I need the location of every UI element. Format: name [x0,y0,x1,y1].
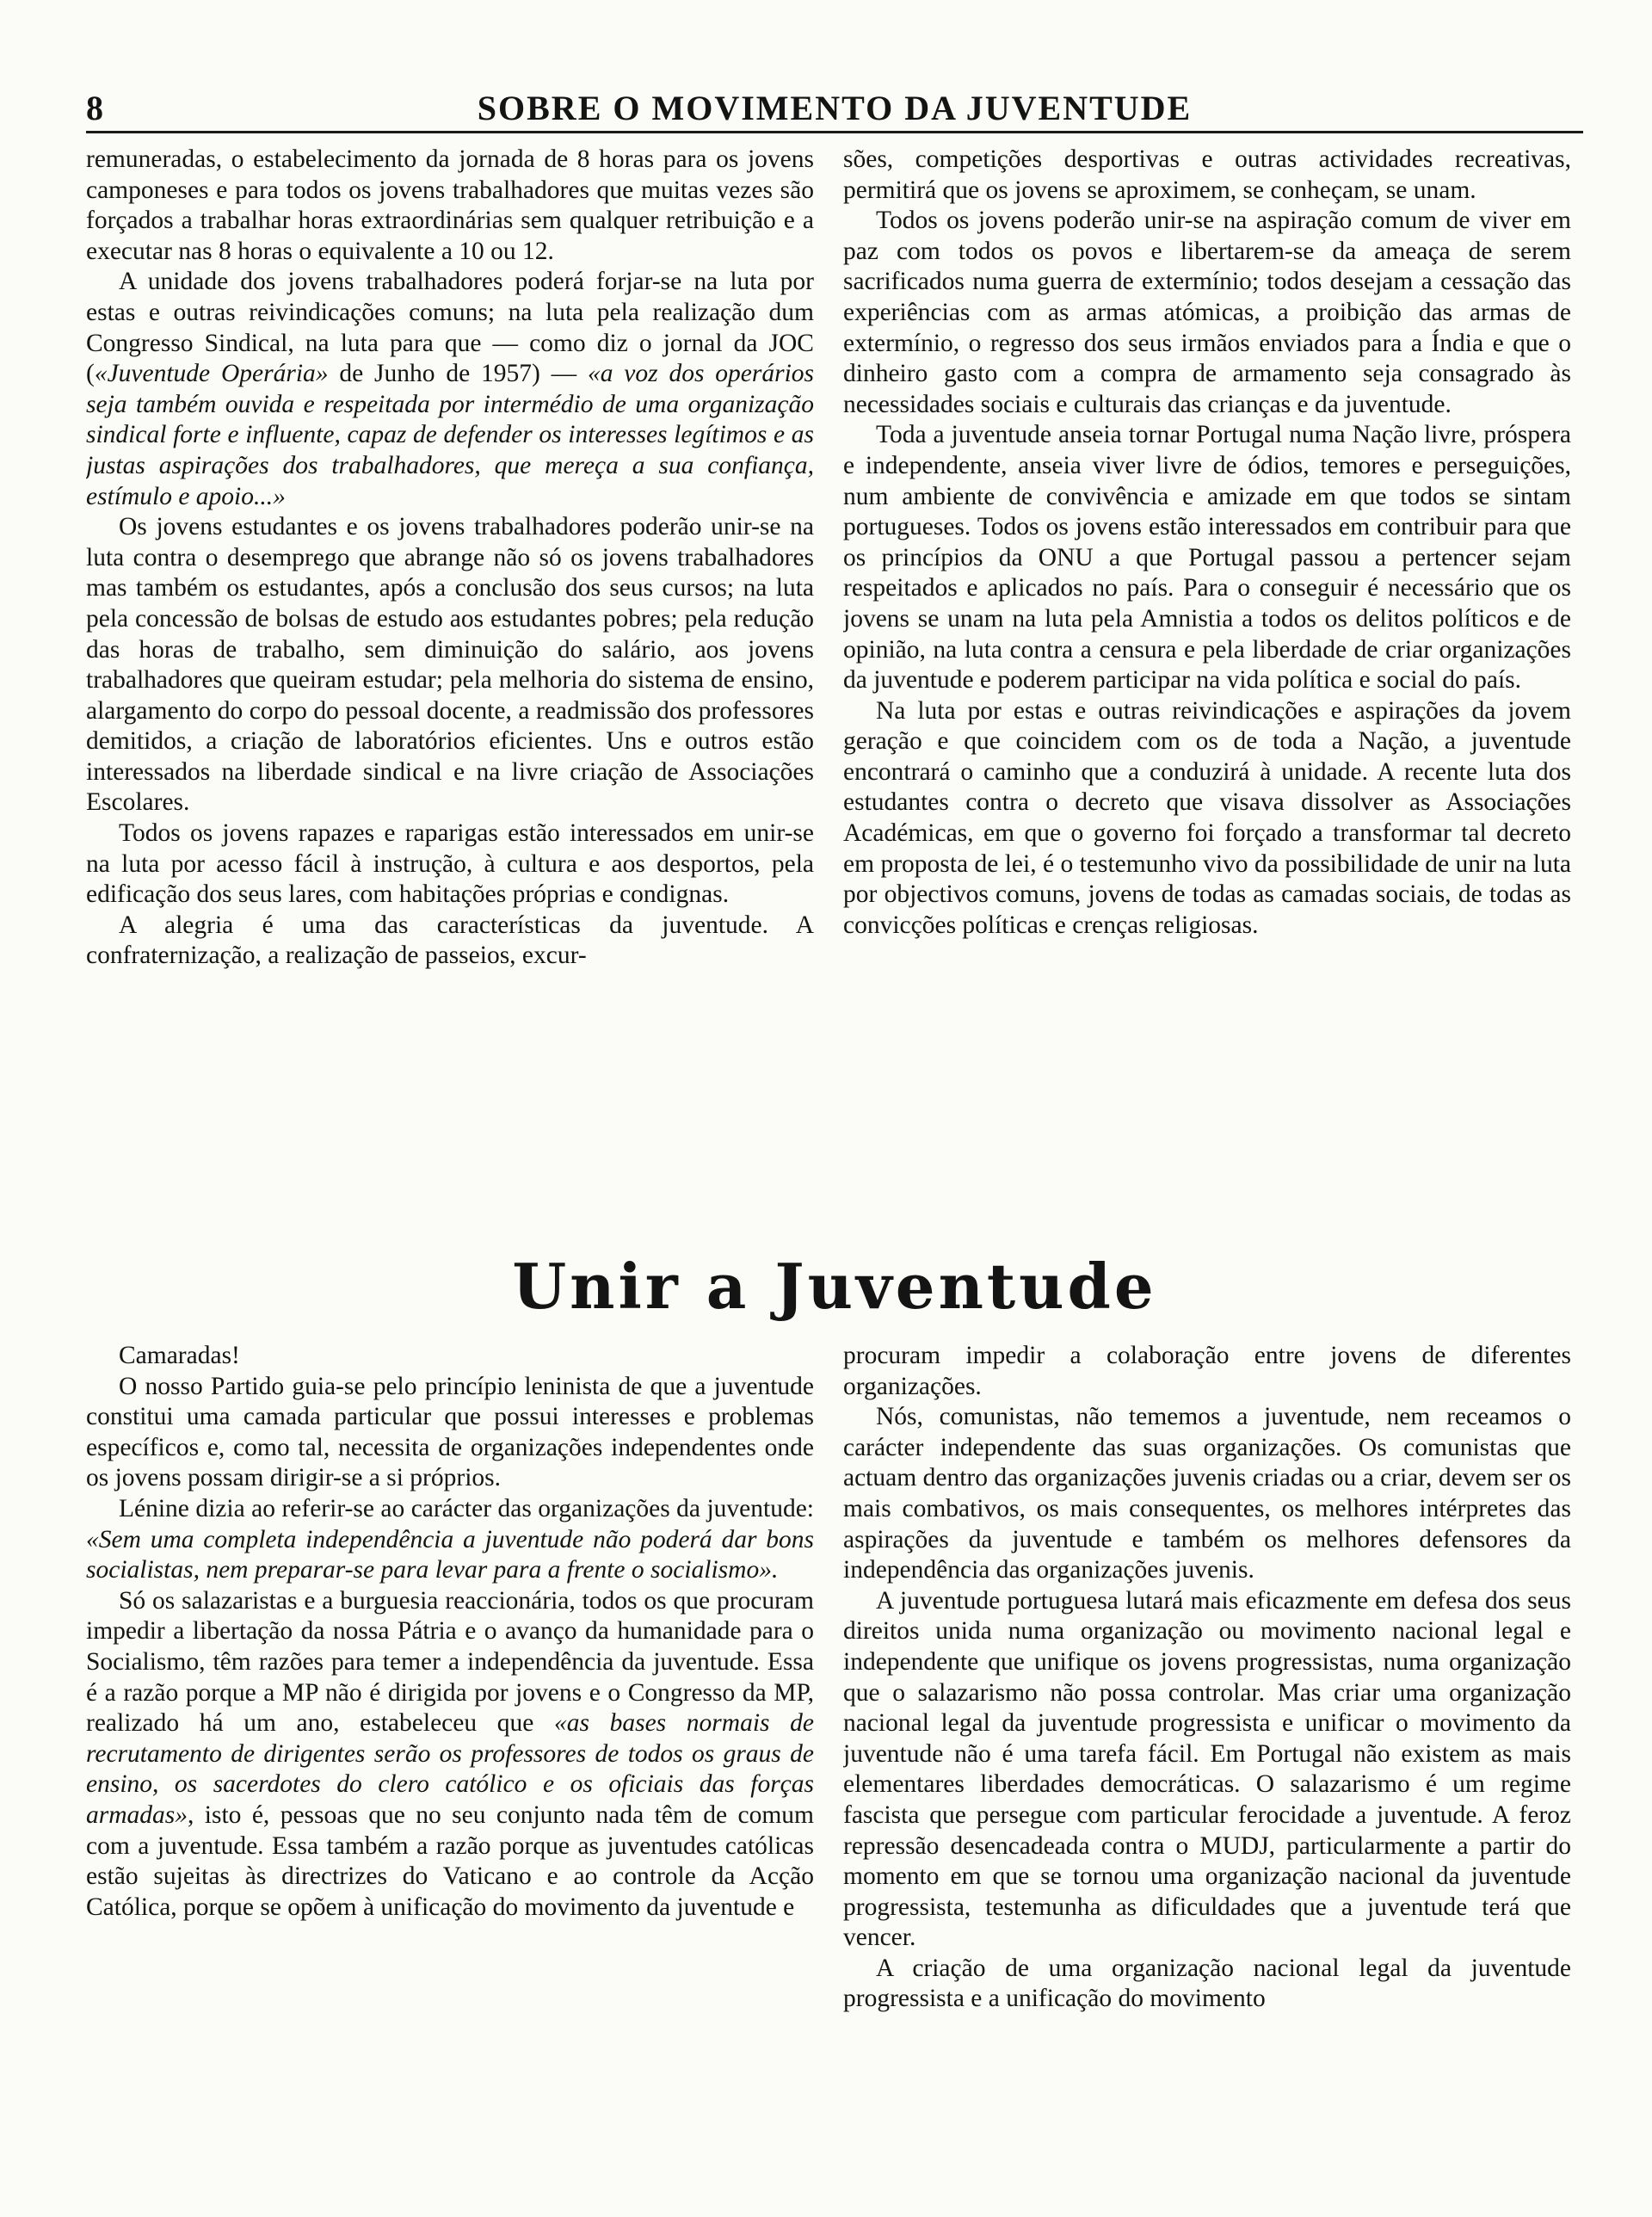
paragraph: procuram impedir a colaboração entre jovens de diferentes organizações. [843,1342,1571,1400]
text-run: de Junho de 1957) — [328,360,588,388]
italic-quote: «Sem uma completa independência a juventude não poderá dar bons socialistas, nem preparar-se para levar para a frente o socialismo». [86,1525,814,1584]
paragraph: A alegria é uma das características da juventude. A confraternização, a realização de passeios, excur- [86,911,814,970]
text-run: Só os salazaristas e a burguesia reaccionária, todos os que procuram impedir a libertação da nossa Pátria e o avanço da humanidade para o Socialismo, têm razões para temer a independência da juventude. Essa é a razão porque a MP não é dirigida por jovens e o Congresso da MP, realizado há um ano, estabeleceu que [86,1586,814,1738]
running-header [86,83,1583,133]
quoted-title: «Juventude Operária» [94,360,329,388]
paragraph: Na luta por estas e outras reivindicações e aspirações da jovem geração e que coincidem com os de toda a Nação, a juventude encontrará o caminho que a conduzirá à unidade. A recente luta dos estudantes contra o decreto que visava dissolver as Associações Académicas, em que o governo foi forçado a transformar tal decreto em proposta de lei, é o testemunho vivo da possibilidade de unir na luta por objectivos comuns, jovens de todas as camadas sociais, de todas as convicções políticas e crenças religiosas. [843,696,1571,939]
text-run: A unidade dos jovens trabalhadores poderá forjar-se na luta por estas e outras reivindicações comuns; na luta pela realização dum Congresso Sindical, na luta para que — como diz o jornal da JOC ( [86,268,814,388]
bottom-left-column [86,1341,814,2193]
text-run: Lénine dizia ao referir-se ao carácter das organizações da juventude: [119,1494,814,1522]
paragraph [86,267,814,512]
section-heading: Unir a Juventude [512,1250,1157,1323]
italic-quote: «a voz dos operários seja também ouvida e respeitada por intermédio de uma organização sindical forte e influente, capaz de defender os interesses legítimos e as justas aspirações dos trabalhadores, que mereça a sua confiança, estímulo e apoio...» [86,360,814,510]
top-left-column [86,145,814,1246]
paragraph: Nós, comunistas, não tememos a juventude, nem receamos o carácter independente das suas organizações. Os comunistas que actuam dentro das organizações juvenis criadas ou a criar, devem ser os mais combativos, os mais consequentes, os melhores intérpretes das aspirações da juventude e também os melhores defensores da independência das organizações juvenis. [843,1403,1571,1584]
page-number: 8 [86,89,103,127]
text-run: , isto é, pessoas que no seu conjunto nada têm de comum com a juventude. Essa também a razão porque as juventudes católicas estão sujeitas às directrizes do Vaticano e ao controle da Acção Católica, porque se opõem à unificação do movimento da juventude e [86,1800,814,1921]
top-right-column [843,145,1571,1246]
paragraph: Todos os jovens poderão unir-se na aspiração comum de viver em paz com todos os povos e libertarem-se da ameaça de serem sacrificados numa guerra de extermínio; todos desejam a cessação das experiências com as armas atómicas, a proibição das armas de extermínio, o regresso dos seus irmãos enviados para a Índia e que o dinheiro gasto com a compra de armamento seja consagrado às necessidades sociais e culturais das crianças e da juventude. [843,207,1571,418]
paragraph: Todos os jovens rapazes e raparigas estão interessados em unir-se na luta por acesso fácil à instrução, à cultura e aos desportos, pela edificação dos seus lares, com habitações próprias e condignas. [86,819,814,909]
paragraph: sões, competições desportivas e outras actividades recreativas, permitirá que os jovens se aproximem, se conheçam, se unam. [843,145,1571,204]
paragraph: A criação de uma organização nacional legal da juventude progressista e a unificação do movimento [843,1954,1571,2013]
paragraph: remuneradas, o estabelecimento da jornada de 8 horas para os jovens camponeses e para todos os jovens trabalhadores que muitas vezes são forçados a trabalhar horas extraordinárias sem qualquer retribuição e a executar nas 8 horas o equivalente a 10 ou 12. [86,145,814,265]
paragraph: Os jovens estudantes e os jovens trabalhadores poderão unir-se na luta contra o desemprego que abrange não só os jovens trabalhadores mas também os estudantes, após a conclusão dos seus cursos; na luta pela concessão de bolsas de estudo aos estudantes pobres; pela redução das horas de trabalho, sem diminuição do salário, aos jovens trabalhadores que queiram estudar; pela melhoria do sistema de ensino, alargamento do corpo do pessoal docente, a readmissão dos professores demitidos, a criação de laboratórios eficientes. Uns e outros estão interessados na liberdade sindical e na livre criação de Associações Escolares. [86,513,814,817]
paragraph: O nosso Partido guia-se pelo princípio leninista de que a juventude constitui uma camada particular que possui interesses e problemas específicos e, como tal, necessita de organizações independentes onde os jovens possam dirigir-se a si próprios. [86,1372,814,1492]
paragraph: A juventude portuguesa lutará mais eficazmente em defesa dos seus direitos unida numa organização ou movimento nacional legal e independente que unifique os jovens progressistas, numa organização que o salazarismo não possa controlar. Mas criar uma organização nacional legal da juventude progressista e unificar o movimento da juventude não é uma tarefa fácil. Em Portugal não existem as mais elementares liberdades democráticas. O salazarismo é um regime fascista que persegue com particular ferocidade a juventude. A feroz repressão desencadeada contra o MUDJ, particularmente a partir do momento em que se tornou uma organização nacional da juventude progressista, testemunha as dificuldades que a juventude terá que vencer. [843,1586,1571,1952]
paragraph [86,1494,814,1586]
italic-quote: «as bases normais de recrutamento de dirigentes serão os professores de todos os graus de ensino, os sacerdotes do clero católico e os oficiais das forças armadas» [86,1709,814,1829]
salutation: Camaradas! [119,1342,240,1369]
paragraph: Toda a juventude anseia tornar Portugal numa Nação livre, próspera e independente, anseia viver livre de ódios, temores e perseguições, num ambiente de convivência e amizade em que todos se sintam portugueses. Todos os jovens estão interessados em contribuir para que os princípios da ONU a que Portugal passou a pertencer sejam respeitados e aplicados no país. Para o conseguir é necessário que os jovens se unam na luta pela Amnistia a todos os delitos políticos e de opinião, na luta contra a censura e pela liberdade de criar organizações da juventude e poderem participar na vida política e social do país. [843,421,1571,695]
running-title: SOBRE O MOVIMENTO DA JUVENTUDE [477,89,1193,127]
bottom-right-column [843,1341,1571,2193]
paragraph [86,1586,814,1924]
